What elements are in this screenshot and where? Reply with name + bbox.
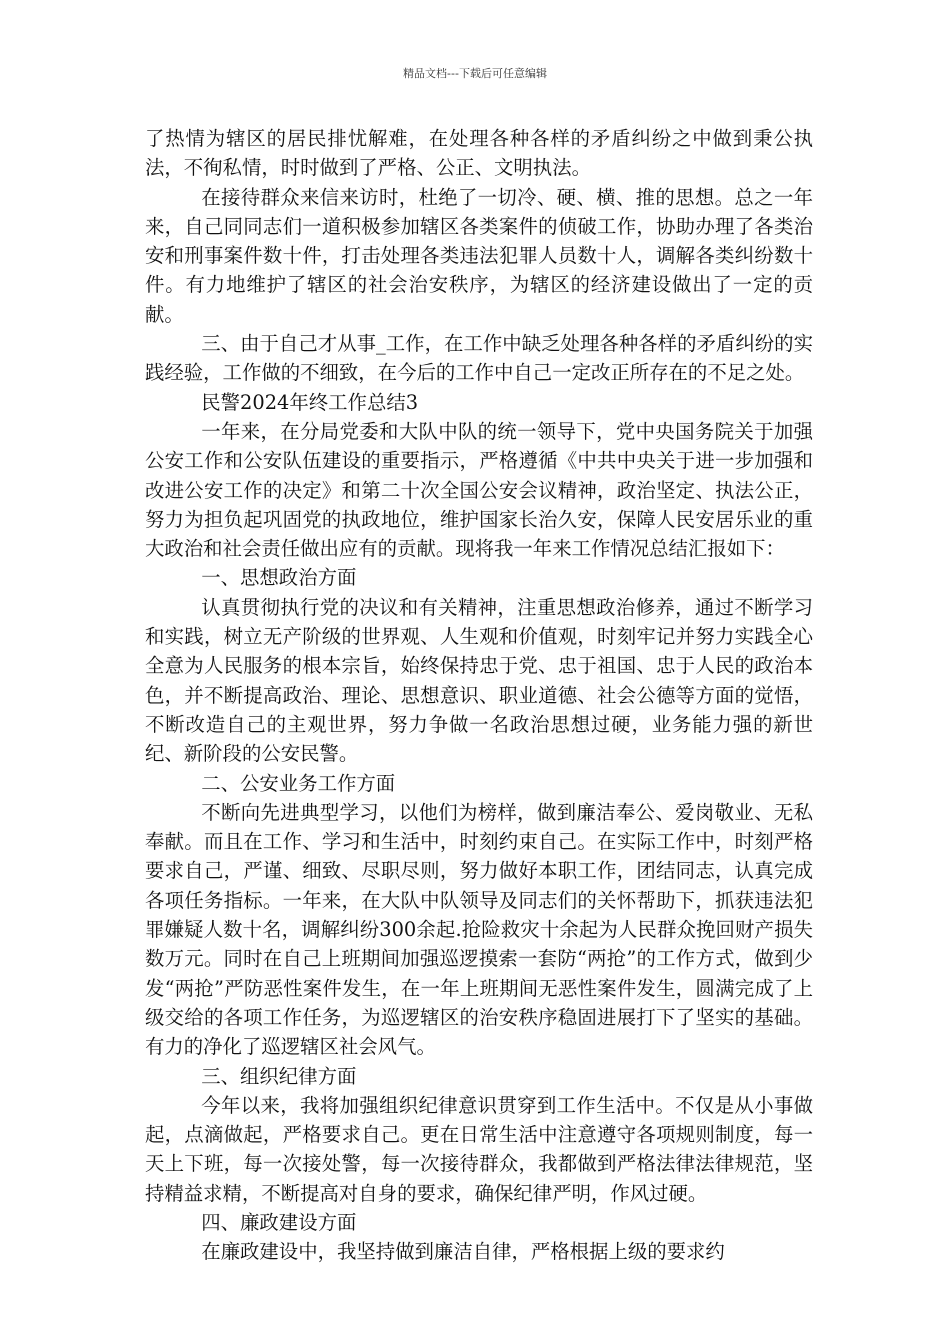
paragraph-reception-work: 在接待群众来信来访时，杜绝了一切冷、硬、横、推的思想。总之一年来，自己同同志们一道积极参加辖区各类案件的侦破工作，协助办理了各类治安和刑事案件数十件，打击处理各类违法犯罪人员数十人，调解各类纠纷数十件。有力地维护了辖区的社会治安秩序，为辖区的经济建设做出了一定的贡献。 <box>145 185 813 326</box>
paragraph-shortcomings: 三、由于自己才从事_工作，在工作中缺乏处理各种各样的矛盾纠纷的实践经验，工作做的不细致，在今后的工作中自己一定改正所存在的不足之处。 <box>145 332 813 385</box>
paragraph-continuation: 了热情为辖区的居民排忧解难，在处理各种各样的矛盾纠纷之中做到秉公执法，不徇私情，时时做到了严格、公正、文明执法。 <box>145 127 813 180</box>
paragraph-integrity: 在廉政建设中，我坚持做到廉洁自律，严格根据上级的要求约 <box>201 1240 725 1264</box>
paragraph-intro: 一年来，在分局党委和大队中队的统一领导下，党中央国务院关于加强公安工作和公安队伍建设的重要指示，严格遵循《中共中央关于进一步加强和改进公安工作的决定》和第二十次全国公安会议精神，政治坚定、执法公正，努力为担负起巩固党的执政地位，维护国家长治久安，保障人民安居乐业的重大政治和社会责任做出应有的贡献。现将我一年来工作情况总结汇报如下： <box>145 419 813 561</box>
page-header: 精品文档---下载后可任意编辑 <box>403 67 547 80</box>
paragraph-ideology-politics: 认真贯彻执行党的决议和有关精神，注重思想政治修养，通过不断学习和实践，树立无产阶级的世界观、人生观和价值观，时刻牢记并努力实践全心全意为人民服务的根本宗旨，始终保持忠于党、忠于祖国、忠于人民的政治本色，并不断提高政治、理论、思想意识、职业道德、社会公德等方面的觉悟，不断改造自己的主观世界，努力争做一名政治思想过硬，业务能力强的新世纪、新阶段的公安民警。 <box>145 595 813 766</box>
heading-discipline: 三、组织纪律方面 <box>201 1064 357 1088</box>
paragraph-discipline: 今年以来，我将加强组织纪律意识贯穿到工作生活中。不仅是从小事做起，点滴做起，严格要求自己。更在日常生活中注意遵守各项规则制度，每一天上下班，每一次接处警，每一次接待群众，我都做到严格法律法律规范，坚持精益求精，不断提高对自身的要求，确保纪律严明，作风过硬。 <box>145 1093 813 1205</box>
heading-police-business: 二、公安业务工作方面 <box>201 771 396 795</box>
section-title-summary-3: 民警2024年终工作总结3 <box>201 390 419 414</box>
heading-ideology-politics: 一、思想政治方面 <box>201 566 357 590</box>
paragraph-police-business: 不断向先进典型学习，以他们为榜样，做到廉洁奉公、爱岗敬业、无私奉献。而且在工作、学习和生活中，时刻约束自己。在实际工作中，时刻严格要求自己，严谨、细致、尽职尽则，努力做好本职工作，团结同志，认真完成各项任务指标。一年来，在大队中队领导及同志们的关怀帮助下，抓获违法犯罪嫌疑人数十名，调解纠纷300余起.抢险救灾十余起为人民群众挽回财产损失数万元。同时在自己上班期间加强巡逻摸索一套防“两抢”的工作方式，做到少发“两抢”严防恶性案件发生，在一年上班期间无恶性案件发生，圆满完成了上级交给的各项工作任务，为巡逻辖区的治安秩序稳固进展打下了坚实的基础。有力的净化了巡逻辖区社会风气。 <box>145 800 813 1059</box>
heading-integrity: 四、廉政建设方面 <box>201 1210 357 1234</box>
document-body <box>145 124 813 1267</box>
